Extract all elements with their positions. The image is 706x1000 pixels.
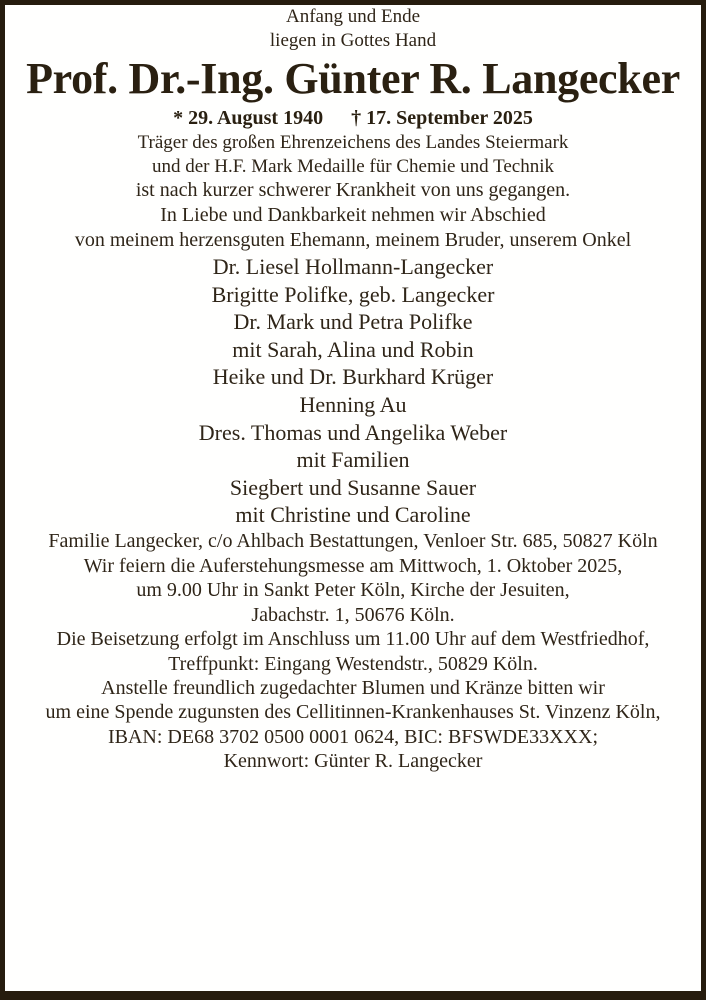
passing-statement: ist nach kurzer schwerer Krankheit von uns gegangen. bbox=[135, 179, 571, 201]
mourner-line: mit Sarah, Alina und Robin bbox=[232, 336, 474, 362]
donation-line: Anstelle freundlich zugedachter Blumen und Kränze bitten wir bbox=[101, 676, 605, 699]
mourner-line: Dr. Liesel Hollmann-Langecker bbox=[212, 254, 494, 279]
life-dates bbox=[5, 105, 701, 131]
honors bbox=[5, 131, 701, 178]
service-line: Treffpunkt: Eingang Westendstr., 50829 Köln. bbox=[168, 652, 538, 675]
service-line: Wir feiern die Auferstehungsmesse am Mittwoch, 1. Oktober 2025, bbox=[83, 554, 623, 577]
service-line: Die Beisetzung erfolgt im Anschluss um 11.00 Uhr auf dem Westfriedhof, bbox=[56, 628, 650, 651]
mourner-line: Brigitte Polifke, geb. Langecker bbox=[211, 281, 495, 307]
mourner-line: Henning Au bbox=[299, 391, 407, 417]
mourner-line: mit Christine und Caroline bbox=[235, 502, 471, 528]
honors-line: und der H.F. Mark Medaille für Chemie und Technik bbox=[151, 155, 555, 177]
epigraph-line: Anfang und Ende bbox=[285, 6, 421, 27]
epigraph-line: liegen in Gottes Hand bbox=[269, 30, 437, 51]
mourner-line: mit Familien bbox=[296, 447, 410, 473]
donation-request bbox=[5, 676, 701, 774]
farewell-lines bbox=[5, 203, 701, 253]
service-line: Jabachstr. 1, 50676 Köln. bbox=[251, 603, 455, 626]
mourner-line: Dr. Mark und Petra Polifke bbox=[233, 309, 473, 335]
birth-star-symbol: * bbox=[173, 107, 184, 129]
mourners-list bbox=[5, 253, 701, 529]
service-line: um 9.00 Uhr in Sankt Peter Köln, Kirche der Jesuiten, bbox=[136, 579, 570, 602]
farewell-line: von meinem herzensguten Ehemann, meinem Bruder, unserem Onkel bbox=[74, 229, 632, 251]
honors-line: Träger des großen Ehrenzeichens des Landes Steiermark bbox=[137, 132, 569, 153]
donation-line: IBAN: DE68 3702 0500 0001 0624, BIC: BFSWDE33XXX; bbox=[107, 725, 598, 748]
service-details bbox=[5, 554, 701, 676]
death-cross-symbol: † bbox=[351, 107, 362, 129]
mourner-line: Dres. Thomas und Angelika Weber bbox=[198, 419, 508, 445]
epigraph bbox=[5, 5, 701, 53]
mourner-line: Siegbert und Susanne Sauer bbox=[229, 474, 477, 500]
donation-line: Kennwort: Günter R. Langecker bbox=[223, 750, 483, 773]
deceased-name: Prof. Dr.-Ing. Günter R. Langecker bbox=[26, 54, 680, 103]
donation-line: um eine Spende zugunsten des Cellitinnen-Krankenhauses St. Vinzenz Köln, bbox=[45, 701, 661, 724]
family-contact-line: Familie Langecker, c/o Ahlbach Bestattungen, Venloer Str. 685, 50827 Köln bbox=[48, 529, 658, 552]
death-date: 17. September 2025 bbox=[366, 107, 533, 129]
mourner-line: Heike und Dr. Burkhard Krüger bbox=[212, 364, 494, 390]
farewell-line: In Liebe und Dankbarkeit nehmen wir Abschied bbox=[160, 204, 546, 226]
birth-date: 29. August 1940 bbox=[188, 107, 324, 129]
